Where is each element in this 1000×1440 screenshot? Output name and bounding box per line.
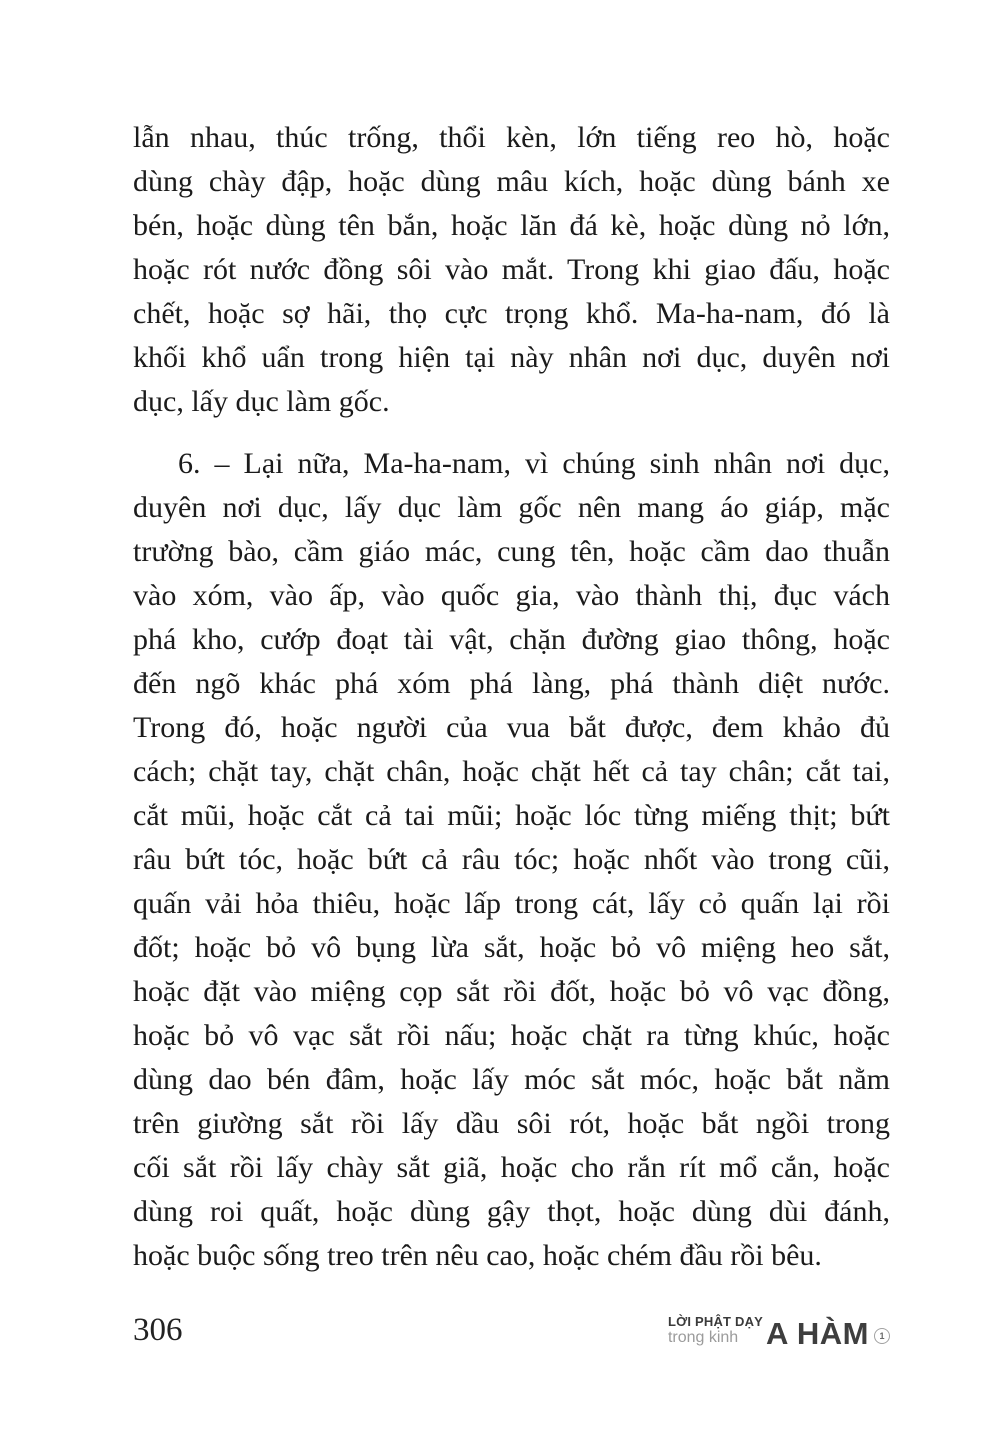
logo-title-text: A HÀM <box>766 1315 869 1351</box>
text-line: khối khổ uẩn trong hiện tại này nhân nơi dục, duyên nơi <box>133 341 890 374</box>
text-line: quấn vải hỏa thiêu, hoặc lấp trong cát, lấy cỏ quấn lại rồi <box>133 887 890 920</box>
text-line: dục, lấy dục làm gốc. <box>133 385 390 418</box>
text-line: duyên nơi dục, lấy dục làm gốc nên mang áo giáp, mặc <box>133 491 890 524</box>
text-line: râu bứt tóc, hoặc bứt cả râu tóc; hoặc nhốt vào trong cũi, <box>133 843 890 876</box>
text-line: phá kho, cướp đoạt tài vật, chặn đường giao thông, hoặc <box>133 623 890 656</box>
text-line: vào xóm, vào ấp, vào quốc gia, vào thành thị, đục vách <box>133 579 890 612</box>
paragraph <box>133 442 890 1278</box>
text-line: hoặc đặt vào miệng cọp sắt rồi đốt, hoặc bỏ vô vạc đồng, <box>133 975 890 1008</box>
text-line: Trong đó, hoặc người của vua bắt được, đem khảo đủ <box>133 711 890 744</box>
publisher-logo <box>667 1314 890 1351</box>
text-line: hoặc buộc sống treo trên nêu cao, hoặc chém đầu rồi bêu. <box>133 1239 822 1272</box>
text-line: dùng roi quất, hoặc dùng gậy thọt, hoặc dùng dùi đánh, <box>133 1195 890 1228</box>
text-line: 6. – Lại nữa, Ma-ha-nam, vì chúng sinh nhân nơi dục, <box>178 447 890 480</box>
volume-number-badge: 1 <box>874 1328 890 1344</box>
text-line: đốt; hoặc bỏ vô bụng lừa sắt, hoặc bỏ vô miệng heo sắt, <box>133 931 890 964</box>
text-line: lẫn nhau, thúc trống, thổi kèn, lớn tiếng reo hò, hoặc <box>133 121 890 154</box>
text-line: hoặc bỏ vô vạc sắt rồi nấu; hoặc chặt ra từng khúc, hoặc <box>133 1019 890 1052</box>
paragraph <box>133 116 890 424</box>
text-line: dùng chày đập, hoặc dùng mâu kích, hoặc dùng bánh xe <box>133 165 890 198</box>
text-line: dùng dao bén đâm, hoặc lấy móc sắt móc, hoặc bắt nằm <box>133 1063 890 1096</box>
page-body <box>133 116 890 1278</box>
text-line: trường bào, cầm giáo mác, cung tên, hoặc cầm dao thuẫn <box>133 535 890 568</box>
page-footer <box>133 1312 890 1351</box>
page-number: 306 <box>133 1312 183 1348</box>
logo-top-text: LỜI PHẬT DẠY <box>667 1314 764 1329</box>
text-line: cối sắt rồi lấy chày sắt giã, hoặc cho rắn rít mổ cắn, hoặc <box>133 1151 890 1184</box>
text-line: trên giường sắt rồi lấy dầu sôi rót, hoặc bắt ngồi trong <box>133 1107 890 1140</box>
text-line: cách; chặt tay, chặt chân, hoặc chặt hết cả tay chân; cắt tai, <box>133 755 890 788</box>
logo-middle-text: trong kinh <box>667 1329 739 1346</box>
text-line: bén, hoặc dùng tên bắn, hoặc lăn đá kè, hoặc dùng nỏ lớn, <box>133 209 890 242</box>
text-line: đến ngõ khác phá xóm phá làng, phá thành diệt nước. <box>133 667 890 700</box>
logo-text-stack <box>668 1315 763 1347</box>
text-line: hoặc rót nước đồng sôi vào mắt. Trong khi giao đấu, hoặc <box>133 253 890 286</box>
text-line: cắt mũi, hoặc cắt cả tai mũi; hoặc lóc từng miếng thịt; bứt <box>133 799 890 832</box>
text-line: chết, hoặc sợ hãi, thọ cực trọng khổ. Ma-ha-nam, đó là <box>133 297 890 330</box>
